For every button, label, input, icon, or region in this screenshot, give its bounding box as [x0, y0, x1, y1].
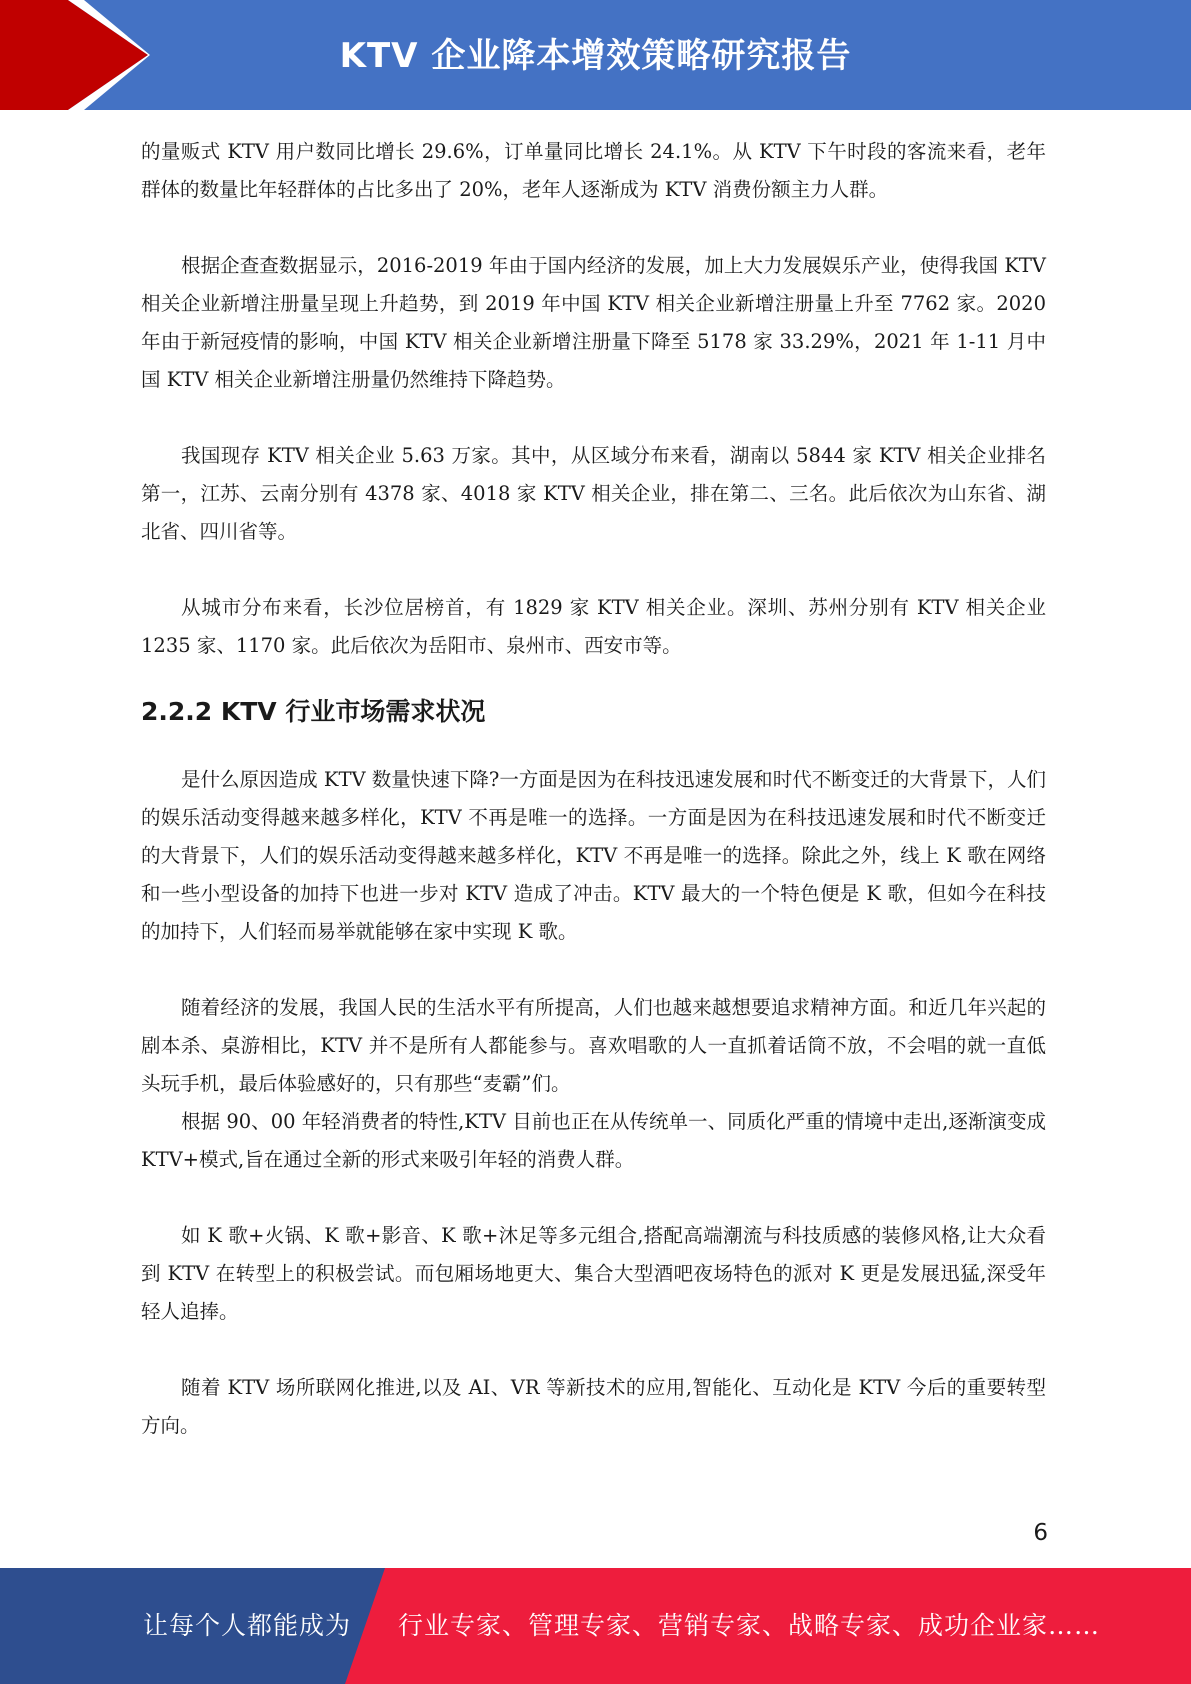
paragraph: 随着 KTV 场所联网化推进,以及 AI、VR 等新技术的应用,智能化、互动化是 KTV 今后的重要转型方向。 [141, 1376, 1046, 1437]
section-heading: 2.2.2 KTV 行业市场需求状况 [141, 697, 486, 726]
page-number: 6 [1033, 1520, 1048, 1546]
paragraph: 是什么原因造成 KTV 数量快速下降?一方面是因为在科技迅速发展和时代不断变迁的大背景下，人们的娱乐活动变得越来越多样化，KTV 不再是唯一的选择。一方面是因为在科技迅速发展和时代不断变迁的大背景下，人们的娱乐活动变得越来越多样化，KTV 不再是唯一的选择。除此之外，线上 K 歌在网络和一些小型设备的加持下也进一步对 KTV 造成了冲击。KTV 最大的一个特色便是 K 歌，但如今在科技的加持下，人们轻而易举就能够在家中实现 K 歌。 [141, 768, 1046, 943]
page-footer [0, 1568, 1191, 1684]
paragraph: 根据 90、00 年轻消费者的特性,KTV 目前也正在从传统单一、同质化严重的情境中走出,逐渐演变成 KTV+模式,旨在通过全新的形式来吸引年轻的消费人群。 [141, 1110, 1046, 1171]
footer-slogan-left: 让每个人都能成为 [143, 1611, 352, 1640]
page-content [141, 133, 1046, 1445]
page-header [0, 0, 1191, 110]
paragraph: 随着经济的发展，我国人民的生活水平有所提高，人们也越来越想要追求精神方面。和近几年兴起的剧本杀、桌游相比，KTV 并不是所有人都能参与。喜欢唱歌的人一直抓着话筒不放，不会唱的就一直低头玩手机，最后体验感好的，只有那些“麦霸”们。 [141, 996, 1046, 1095]
paragraph: 的量贩式 KTV 用户数同比增长 29.6%，订单量同比增长 24.1%。从 KTV 下午时段的客流来看，老年群体的数量比年轻群体的占比多出了 20%，老年人逐渐成为 KTV 消费份额主力人群。 [141, 140, 1046, 201]
paragraph: 我国现存 KTV 相关企业 5.63 万家。其中，从区域分布来看，湖南以 5844 家 KTV 相关企业排名第一，江苏、云南分别有 4378 家、4018 家 KTV 相关企业，排在第二、三名。此后依次为山东省、湖北省、四川省等。 [141, 444, 1046, 543]
paragraph: 根据企查查数据显示，2016-2019 年由于国内经济的发展，加上大力发展娱乐产业，使得我国 KTV 相关企业新增注册量呈现上升趋势，到 2019 年中国 KTV 相关企业新增注册量上升至 7762 家。2020 年由于新冠疫情的影响，中国 KTV 相关企业新增注册量下降至 5178 家 33.29%，2021 年 1-11 月中国 KTV 相关企业新增注册量仍然维持下降趋势。 [141, 254, 1046, 391]
report-title: KTV 企业降本增效策略研究报告 [339, 36, 852, 76]
paragraph: 如 K 歌+火锅、K 歌+影音、K 歌+沐足等多元组合,搭配高端潮流与科技质感的装修风格,让大众看到 KTV 在转型上的积极尝试。而包厢场地更大、集合大型酒吧夜场特色的派对 K 更是发展迅猛,深受年轻人追捧。 [141, 1224, 1046, 1323]
paragraph: 从城市分布来看，长沙位居榜首，有 1829 家 KTV 相关企业。深圳、苏州分别有 KTV 相关企业 1235 家、1170 家。此后依次为岳阳市、泉州市、西安市等。 [141, 596, 1046, 657]
footer-slogan-right: 行业专家、管理专家、营销专家、战略专家、成功企业家…… [398, 1611, 1101, 1640]
